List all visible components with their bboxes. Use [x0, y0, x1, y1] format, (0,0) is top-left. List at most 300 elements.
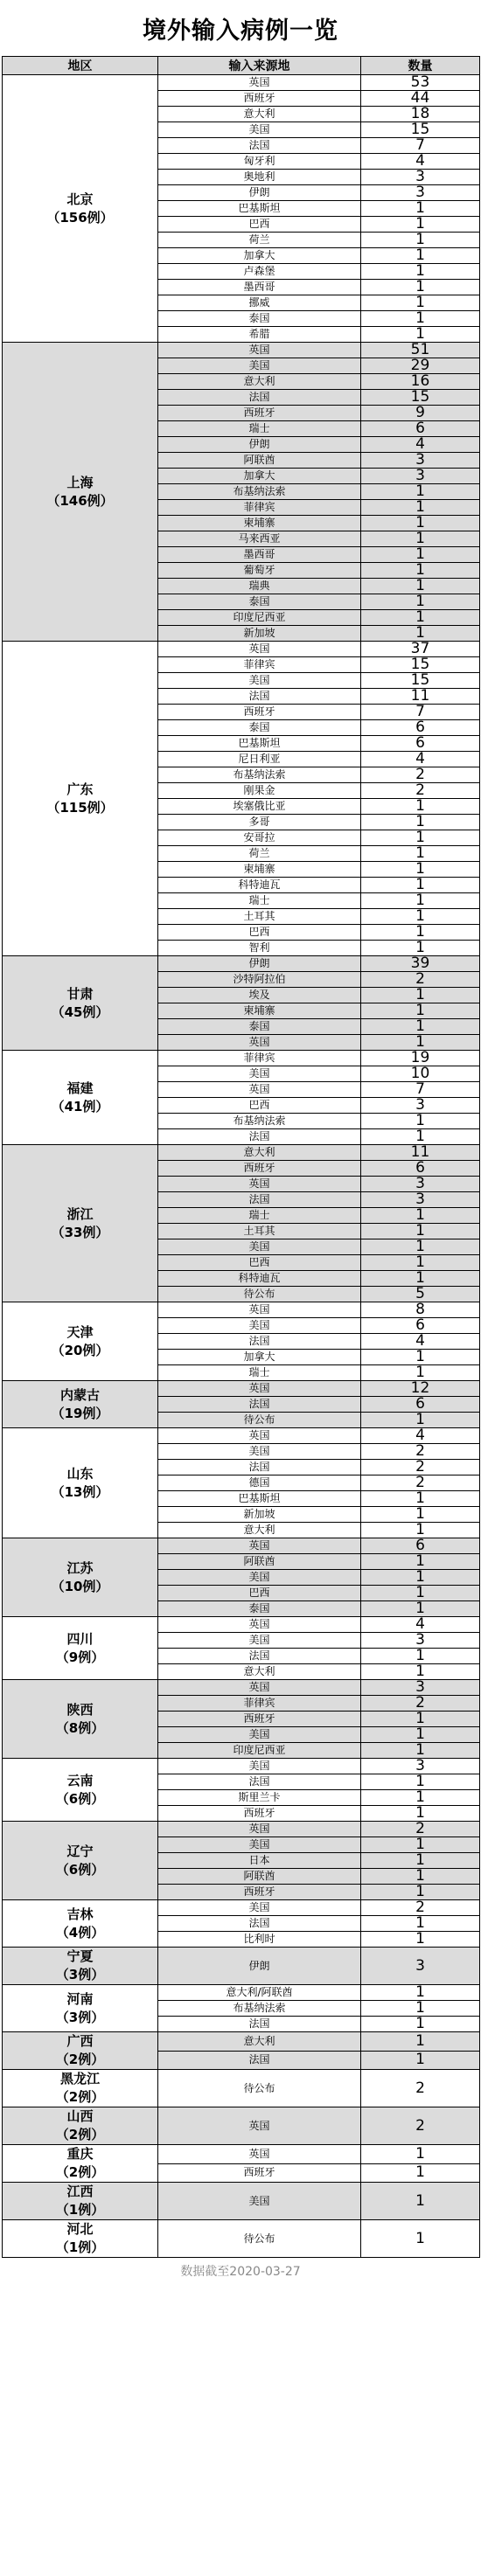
source-cell: 斯里兰卡	[158, 1790, 361, 1806]
region-total: （156例）	[46, 209, 114, 226]
count-cell: 3	[361, 1192, 480, 1208]
region-total: （115例）	[46, 799, 114, 816]
count-cell: 1	[361, 1523, 480, 1538]
source-cell: 法国	[158, 390, 361, 406]
source-cell: 西班牙	[158, 705, 361, 720]
source-cell: 美国	[158, 1837, 361, 1853]
source-cell: 泰国	[158, 720, 361, 736]
count-cell: 44	[361, 91, 480, 107]
count-cell: 7	[361, 1082, 480, 1098]
count-cell: 1	[361, 1208, 480, 1224]
count-cell: 1	[361, 2220, 480, 2258]
count-cell: 1	[361, 1774, 480, 1790]
table-row	[3, 1381, 480, 1397]
source-cell: 瑞士	[158, 1208, 361, 1224]
source-cell: 英国	[158, 2107, 361, 2145]
source-cell: 英国	[158, 1428, 361, 1444]
count-cell: 1	[361, 1932, 480, 1948]
source-cell: 巴西	[158, 1098, 361, 1114]
count-cell: 6	[361, 1318, 480, 1334]
region-cell	[3, 1948, 158, 1985]
region-cell	[3, 343, 158, 642]
count-cell: 1	[361, 547, 480, 563]
table-row	[3, 1051, 480, 1066]
region-cell	[3, 1381, 158, 1428]
source-cell: 巴基斯坦	[158, 1491, 361, 1507]
source-cell: 美国	[158, 1066, 361, 1082]
source-cell: 印度尼西亚	[158, 610, 361, 626]
region-name: 陕西	[66, 1701, 94, 1718]
count-cell: 10	[361, 1066, 480, 1082]
count-cell: 1	[361, 1869, 480, 1885]
source-cell: 柬埔寨	[158, 862, 361, 878]
count-cell: 18	[361, 107, 480, 122]
table-row	[3, 2107, 480, 2145]
region-cell	[3, 1617, 158, 1680]
table-row	[3, 1302, 480, 1318]
source-cell: 英国	[158, 1302, 361, 1318]
count-cell: 1	[361, 516, 480, 531]
region-name: 河南	[66, 1990, 94, 2007]
source-cell: 英国	[158, 1035, 361, 1051]
count-cell: 6	[361, 1397, 480, 1413]
source-cell: 美国	[158, 1239, 361, 1255]
count-cell: 2	[361, 1460, 480, 1475]
region-name: 宁夏	[66, 1948, 94, 1964]
count-cell: 1	[361, 1350, 480, 1365]
region-total: （33例）	[51, 1224, 109, 1240]
count-cell: 1	[361, 1664, 480, 1680]
source-cell: 尼日利亚	[158, 752, 361, 767]
count-cell: 2	[361, 783, 480, 799]
region-total: （6例）	[55, 1861, 105, 1878]
source-cell: 菲律宾	[158, 657, 361, 673]
count-cell: 3	[361, 1680, 480, 1696]
source-cell: 西班牙	[158, 406, 361, 421]
count-cell: 7	[361, 138, 480, 154]
count-cell: 1	[361, 327, 480, 343]
count-cell: 1	[361, 1554, 480, 1570]
source-cell: 英国	[158, 1617, 361, 1633]
region-total: （45例）	[51, 1003, 109, 1020]
source-cell: 英国	[158, 75, 361, 91]
header-source: 输入来源地	[158, 57, 361, 75]
source-cell: 布基纳法索	[158, 2001, 361, 2017]
source-cell: 科特迪瓦	[158, 1271, 361, 1287]
table-row	[3, 1822, 480, 1837]
region-cell	[3, 2107, 158, 2145]
source-cell: 西班牙	[158, 91, 361, 107]
region-name: 山西	[66, 2108, 94, 2124]
count-cell: 1	[361, 217, 480, 233]
count-cell: 1	[361, 531, 480, 547]
source-cell: 葡萄牙	[158, 563, 361, 579]
region-cell	[3, 1145, 158, 1302]
region-total: （6例）	[55, 1790, 105, 1807]
source-cell: 法国	[158, 138, 361, 154]
count-cell: 3	[361, 1759, 480, 1774]
table-row	[3, 2032, 480, 2052]
source-cell: 卢森堡	[158, 264, 361, 280]
region-name: 重庆	[66, 2146, 94, 2162]
source-cell: 意大利	[158, 107, 361, 122]
count-cell: 4	[361, 752, 480, 767]
source-cell: 法国	[158, 1460, 361, 1475]
region-name: 山东	[66, 1465, 94, 1482]
count-cell: 1	[361, 1570, 480, 1586]
count-cell: 11	[361, 689, 480, 705]
source-cell: 日本	[158, 1853, 361, 1869]
count-cell: 1	[361, 1649, 480, 1664]
count-cell: 2	[361, 2107, 480, 2145]
region-cell	[3, 2183, 158, 2220]
count-cell: 1	[361, 1239, 480, 1255]
region-name: 江西	[66, 2184, 94, 2199]
source-cell: 阿联酋	[158, 1554, 361, 1570]
region-total: （13例）	[51, 1483, 109, 1500]
source-cell: 法国	[158, 1129, 361, 1145]
count-cell: 1	[361, 815, 480, 830]
table-body	[3, 75, 480, 2258]
count-cell: 1	[361, 1035, 480, 1051]
count-cell: 1	[361, 2051, 480, 2070]
count-cell: 1	[361, 2183, 480, 2220]
source-cell: 美国	[158, 1900, 361, 1916]
source-cell: 巴西	[158, 1255, 361, 1271]
count-cell: 1	[361, 1853, 480, 1869]
region-total: （2例）	[55, 2127, 105, 2142]
source-cell: 荷兰	[158, 846, 361, 862]
region-name: 云南	[66, 1772, 94, 1788]
count-cell: 1	[361, 2001, 480, 2017]
source-cell: 瑞士	[158, 1365, 361, 1381]
count-cell: 37	[361, 642, 480, 657]
count-cell: 19	[361, 1051, 480, 1066]
region-total: （8例）	[55, 1719, 105, 1736]
count-cell: 1	[361, 2145, 480, 2164]
source-cell: 奥地利	[158, 170, 361, 185]
count-cell: 1	[361, 1743, 480, 1759]
source-cell: 布基纳法索	[158, 1114, 361, 1129]
region-name: 吉林	[66, 1906, 94, 1922]
table-row	[3, 2220, 480, 2258]
source-cell: 西班牙	[158, 2163, 361, 2183]
source-cell: 瑞士	[158, 893, 361, 909]
count-cell: 1	[361, 1271, 480, 1287]
source-cell: 法国	[158, 2017, 361, 2032]
region-total: （19例）	[51, 1405, 109, 1421]
count-cell: 3	[361, 1948, 480, 1985]
count-cell: 4	[361, 1428, 480, 1444]
count-cell: 11	[361, 1145, 480, 1161]
count-cell: 1	[361, 500, 480, 516]
source-cell: 安哥拉	[158, 830, 361, 846]
source-cell: 英国	[158, 1822, 361, 1837]
count-cell: 3	[361, 453, 480, 469]
region-total: （1例）	[55, 2239, 105, 2255]
source-cell: 西班牙	[158, 1161, 361, 1177]
source-cell: 巴基斯坦	[158, 201, 361, 217]
count-cell: 1	[361, 201, 480, 217]
source-cell: 巴西	[158, 217, 361, 233]
source-cell: 新加坡	[158, 626, 361, 642]
count-cell: 1	[361, 1790, 480, 1806]
table-row	[3, 1428, 480, 1444]
region-total: （2例）	[55, 2052, 105, 2067]
region-total: （4例）	[55, 1924, 105, 1941]
source-cell: 西班牙	[158, 1885, 361, 1900]
region-cell	[3, 1822, 158, 1900]
count-cell: 1	[361, 2163, 480, 2183]
count-cell: 1	[361, 1916, 480, 1932]
source-cell: 埃塞俄比亚	[158, 799, 361, 815]
source-cell: 英国	[158, 343, 361, 358]
count-cell: 1	[361, 988, 480, 1003]
source-cell: 加拿大	[158, 248, 361, 264]
count-cell: 1	[361, 1491, 480, 1507]
count-cell: 1	[361, 1712, 480, 1727]
count-cell: 1	[361, 311, 480, 327]
source-cell: 美国	[158, 1727, 361, 1743]
count-cell: 6	[361, 421, 480, 437]
source-cell: 瑞士	[158, 421, 361, 437]
source-cell: 泰国	[158, 1601, 361, 1617]
header-region: 地区	[3, 57, 158, 75]
count-cell: 1	[361, 2017, 480, 2032]
source-cell: 布基纳法索	[158, 484, 361, 500]
count-cell: 1	[361, 830, 480, 846]
source-cell: 意大利	[158, 1523, 361, 1538]
source-cell: 埃及	[158, 988, 361, 1003]
source-cell: 刚果金	[158, 783, 361, 799]
source-cell: 法国	[158, 2051, 361, 2070]
header-row	[3, 57, 480, 75]
source-cell: 柬埔寨	[158, 516, 361, 531]
source-cell: 美国	[158, 1633, 361, 1649]
source-cell: 泰国	[158, 311, 361, 327]
count-cell: 9	[361, 406, 480, 421]
count-cell: 2	[361, 1475, 480, 1491]
count-cell: 15	[361, 390, 480, 406]
region-cell	[3, 1302, 158, 1381]
source-cell: 伊朗	[158, 956, 361, 972]
count-cell: 12	[361, 1381, 480, 1397]
source-cell: 墨西哥	[158, 280, 361, 295]
count-cell: 1	[361, 610, 480, 626]
source-cell: 美国	[158, 122, 361, 138]
source-cell: 待公布	[158, 2070, 361, 2107]
region-name: 浙江	[66, 1205, 94, 1222]
source-cell: 美国	[158, 1570, 361, 1586]
count-cell: 2	[361, 767, 480, 783]
source-cell: 科特迪瓦	[158, 878, 361, 893]
source-cell: 英国	[158, 1082, 361, 1098]
count-cell: 1	[361, 1413, 480, 1428]
count-cell: 1	[361, 2032, 480, 2052]
region-cell	[3, 1538, 158, 1617]
count-cell: 4	[361, 437, 480, 453]
count-cell: 1	[361, 1003, 480, 1019]
source-cell: 英国	[158, 642, 361, 657]
region-name: 北京	[66, 191, 94, 207]
region-cell	[3, 1985, 158, 2032]
count-cell: 3	[361, 1098, 480, 1114]
region-cell	[3, 2145, 158, 2183]
count-cell: 15	[361, 657, 480, 673]
count-cell: 6	[361, 720, 480, 736]
region-total: （2例）	[55, 2089, 105, 2105]
region-name: 广东	[66, 781, 94, 797]
count-cell: 1	[361, 941, 480, 956]
source-cell: 法国	[158, 1774, 361, 1790]
source-cell: 伊朗	[158, 1948, 361, 1985]
count-cell: 1	[361, 893, 480, 909]
source-cell: 美国	[158, 673, 361, 689]
region-name: 广西	[66, 2033, 94, 2049]
region-cell	[3, 1900, 158, 1948]
count-cell: 1	[361, 1507, 480, 1523]
source-cell: 美国	[158, 358, 361, 374]
count-cell: 1	[361, 295, 480, 311]
table-row	[3, 75, 480, 91]
table-row	[3, 1145, 480, 1161]
source-cell: 比利时	[158, 1932, 361, 1948]
count-cell: 3	[361, 1633, 480, 1649]
count-cell: 2	[361, 2070, 480, 2107]
count-cell: 1	[361, 1365, 480, 1381]
import-cases-table	[2, 56, 480, 2258]
source-cell: 荷兰	[158, 233, 361, 248]
count-cell: 2	[361, 1822, 480, 1837]
count-cell: 5	[361, 1287, 480, 1302]
count-cell: 1	[361, 1114, 480, 1129]
count-cell: 1	[361, 264, 480, 280]
count-cell: 6	[361, 1161, 480, 1177]
source-cell: 伊朗	[158, 437, 361, 453]
source-cell: 柬埔寨	[158, 1003, 361, 1019]
table-row	[3, 1617, 480, 1633]
count-cell: 1	[361, 846, 480, 862]
source-cell: 巴西	[158, 925, 361, 941]
count-cell: 1	[361, 1255, 480, 1271]
source-cell: 墨西哥	[158, 547, 361, 563]
count-cell: 6	[361, 1538, 480, 1554]
count-cell: 29	[361, 358, 480, 374]
source-cell: 伊朗	[158, 185, 361, 201]
count-cell: 1	[361, 1019, 480, 1035]
table-row	[3, 1985, 480, 2001]
source-cell: 加拿大	[158, 469, 361, 484]
region-name: 天津	[66, 1323, 94, 1340]
table-row	[3, 642, 480, 657]
region-cell	[3, 642, 158, 956]
region-name: 江苏	[66, 1559, 94, 1576]
region-total: （20例）	[51, 1342, 109, 1358]
count-cell: 8	[361, 1302, 480, 1318]
table-row	[3, 1680, 480, 1696]
source-cell: 法国	[158, 1397, 361, 1413]
count-cell: 15	[361, 122, 480, 138]
table-row	[3, 1759, 480, 1774]
source-cell: 待公布	[158, 2220, 361, 2258]
count-cell: 1	[361, 594, 480, 610]
source-cell: 意大利/阿联酋	[158, 1985, 361, 2001]
region-cell	[3, 1680, 158, 1759]
header-count: 数量	[361, 57, 480, 75]
source-cell: 美国	[158, 1318, 361, 1334]
region-total: （41例）	[51, 1098, 109, 1114]
region-name: 四川	[66, 1630, 94, 1647]
count-cell: 1	[361, 862, 480, 878]
table-row	[3, 956, 480, 972]
count-cell: 2	[361, 1900, 480, 1916]
source-cell: 阿联酋	[158, 1869, 361, 1885]
source-cell: 英国	[158, 1381, 361, 1397]
region-name: 甘肃	[66, 985, 94, 1002]
region-name: 上海	[66, 474, 94, 490]
count-cell: 51	[361, 343, 480, 358]
count-cell: 1	[361, 563, 480, 579]
source-cell: 英国	[158, 1177, 361, 1192]
source-cell: 菲律宾	[158, 1696, 361, 1712]
source-cell: 土耳其	[158, 909, 361, 925]
count-cell: 53	[361, 75, 480, 91]
source-cell: 菲律宾	[158, 500, 361, 516]
source-cell: 英国	[158, 1680, 361, 1696]
count-cell: 7	[361, 705, 480, 720]
region-name: 辽宁	[66, 1843, 94, 1859]
source-cell: 英国	[158, 2145, 361, 2164]
source-cell: 意大利	[158, 1664, 361, 1680]
source-cell: 多哥	[158, 815, 361, 830]
region-name: 福建	[66, 1080, 94, 1096]
source-cell: 阿联酋	[158, 453, 361, 469]
count-cell: 1	[361, 484, 480, 500]
table-row	[3, 343, 480, 358]
count-cell: 6	[361, 736, 480, 752]
source-cell: 泰国	[158, 1019, 361, 1035]
region-cell	[3, 2070, 158, 2107]
count-cell: 1	[361, 280, 480, 295]
source-cell: 智利	[158, 941, 361, 956]
source-cell: 土耳其	[158, 1224, 361, 1239]
count-cell: 1	[361, 1129, 480, 1145]
source-cell: 匈牙利	[158, 154, 361, 170]
count-cell: 3	[361, 469, 480, 484]
page-title: 境外输入病例一览	[143, 17, 338, 45]
count-cell: 4	[361, 154, 480, 170]
source-cell: 沙特阿拉伯	[158, 972, 361, 988]
region-cell	[3, 956, 158, 1051]
region-cell	[3, 2220, 158, 2258]
source-cell: 待公布	[158, 1287, 361, 1302]
count-cell: 2	[361, 1696, 480, 1712]
source-cell: 巴西	[158, 1586, 361, 1601]
source-cell: 希腊	[158, 327, 361, 343]
source-cell: 西班牙	[158, 1712, 361, 1727]
region-cell	[3, 75, 158, 343]
source-cell: 布基纳法索	[158, 767, 361, 783]
count-cell: 4	[361, 1334, 480, 1350]
source-cell: 美国	[158, 1759, 361, 1774]
count-cell: 15	[361, 673, 480, 689]
count-cell: 1	[361, 626, 480, 642]
source-cell: 菲律宾	[158, 1051, 361, 1066]
region-total: （3例）	[55, 1967, 105, 1982]
count-cell: 1	[361, 1224, 480, 1239]
count-cell: 1	[361, 579, 480, 594]
count-cell: 1	[361, 878, 480, 893]
